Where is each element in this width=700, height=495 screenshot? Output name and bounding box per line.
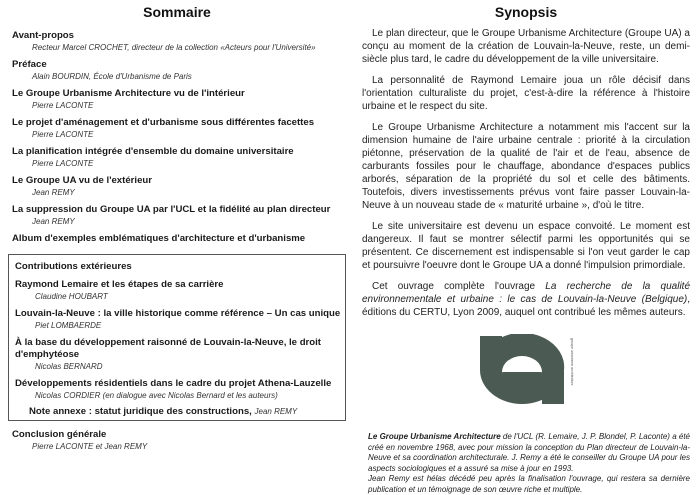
synopsis-paragraph: Le Groupe Urbanisme Architecture a notamment mis l'accent sur la dimension humaine de l'aire urbaine centrale : priorité à la circulation piétonne, préservation de la qualité de l'air et de l'eau, absence de carburants fossiles pour le chauffage, abondance d'espaces publics arborés, séparation de la propriété du sol et celle des bâtiments. Toutefois, divers investissements prévus vont faire passer Louvain-la-Neuve à un nouveau stade de « maturité urbaine », d'où le titre.	[362, 122, 690, 211]
toc-entry-title: La planification intégrée d'ensemble du domaine universitaire	[12, 146, 294, 157]
toc-entry-title: Le Groupe UA vu de l'extérieur	[12, 175, 153, 186]
toc-entry-author: Jean REMY	[32, 217, 75, 226]
toc-entry-title: Avant-propos	[12, 30, 75, 41]
toc-entry-title: Raymond Lemaire et les étapes de sa carrière	[15, 279, 224, 290]
toc-entry	[15, 376, 345, 405]
logo-caption	[368, 432, 690, 495]
note-author: Jean REMY	[254, 407, 298, 416]
text: Cet ouvrage complète l'ouvrage	[372, 281, 546, 293]
toc-entry-author: Claudine HOUBART	[35, 292, 108, 301]
toc-entry	[12, 231, 346, 249]
toc-entry	[15, 335, 345, 376]
toc-entry	[12, 115, 346, 144]
contributions-heading	[15, 259, 345, 277]
toc-entry-author: Pierre LACONTE	[32, 130, 94, 139]
toc-entry-title: Le Groupe Urbanisme Architecture vu de l'intérieur	[12, 88, 245, 99]
toc-entry-author: Alain BOURDIN, École d'Urbanisme de Paris	[32, 72, 192, 81]
synopsis-column	[362, 0, 690, 495]
toc-entry-title: La suppression du Groupe UA par l'UCL et la fidélité au plan directeur	[12, 204, 331, 215]
caption-text: de l'UCL (R. Lemaire, J. P. Blondel, P. Laconte) a été créé en novembre 1968, avec pour mission la conception du Plan directeur de Louvain-la-Neuve et sa coordination architecturale. J. Remy a été le conseiller du Groupe UA pour les aspects sociologiques et a assuré sa mise à jour en 1993.	[368, 432, 690, 473]
toc-entry	[15, 277, 345, 306]
toc-list	[8, 28, 346, 249]
ua-logo-icon	[480, 334, 580, 406]
synopsis-paragraph-last	[362, 281, 690, 320]
contributions-list	[9, 277, 345, 405]
toc-entry-title: Louvain-la-Neuve : la ville historique comme référence – Un cas unique	[15, 308, 341, 319]
toc-entry-author: Pierre LACONTE	[32, 101, 94, 110]
toc-entry-title: Le projet d'aménagement et d'urbanisme sous différentes facettes	[12, 117, 315, 128]
synopsis-title: Synopsis	[494, 4, 558, 20]
toc-entry	[12, 173, 346, 202]
synopsis-paragraph: La personnalité de Raymond Lemaire joua un rôle décisif dans l'orientation culturaliste du projet, c'est-à-dire la référence à l'histoire urbaine et le respect du site.	[362, 75, 690, 113]
toc-entry-author: Recteur Marcel CROCHET, directeur de la collection «Acteurs pour l'Université»	[32, 43, 316, 52]
toc-entry-title: Album d'exemples emblématiques d'architecture et d'urbanisme	[12, 233, 306, 244]
sommaire-title: Sommaire	[143, 4, 211, 20]
text: , éditions du CERTU, Lyon 2009, auquel ont contribué les mêmes auteurs.	[362, 294, 690, 319]
toc-entry	[12, 28, 346, 57]
toc-entry-title: Préface	[12, 59, 47, 70]
toc-entry-conclusion	[12, 427, 346, 456]
toc-entry	[12, 86, 346, 115]
book-title: La recherche de la qualité environnementale et urbaine : le cas de Louvain-la-Neuve (Belgique)	[362, 281, 690, 306]
toc-entry	[12, 202, 346, 231]
toc-entry	[15, 306, 345, 335]
svg-text:groupe urbanisme architecture: groupe urbanisme architecture	[570, 338, 574, 386]
toc-entry-author: Piet LOMBAERDE	[35, 321, 102, 330]
toc-entry-title: Conclusion générale	[12, 429, 107, 440]
toc-entry	[12, 57, 346, 86]
toc-entry-author: Pierre LACONTE	[32, 159, 94, 168]
toc-entry	[12, 144, 346, 173]
toc-entry-author: Pierre LACONTE et Jean REMY	[32, 442, 148, 451]
toc-entry-author: Nicolas CORDIER (en dialogue avec Nicolas Bernard et les auteurs)	[35, 391, 278, 400]
groupe-ua-logo	[480, 334, 580, 406]
note-annexe	[9, 405, 345, 418]
synopsis-paragraph: Le site universitaire est devenu un espace convoité. Le moment est dangereux. Il faut se montrer sélectif parmi les opportunités qui se présentent. Ce discernement est indispensable si l'on veut garder le cap et poursuivre l'oeuvre dont le Groupe UA a donné l'impulsion primordiale.	[362, 221, 690, 271]
contributions-box	[8, 254, 346, 421]
caption-bold: Le Groupe Urbanisme Architecture	[368, 432, 501, 442]
toc-entry-author: Jean REMY	[32, 188, 75, 197]
synopsis-paragraph: Le plan directeur, que le Groupe Urbanisme Architecture (Groupe UA) a conçu au moment de la création de Louvain-la-Neuve, reste, un demi-siècle plus tard, le cadre du développement de la ville universitaire.	[362, 28, 690, 65]
toc-entry-author: Nicolas BERNARD	[35, 362, 103, 371]
caption-text: Jean Remy est hélas décédé peu après la finalisation l'ouvrage, qui restera sa dernière publication et un témoignage de son œuvre riche et multiple.	[368, 474, 690, 494]
toc-entry-title: Développements résidentiels dans le cadre du projet Athena-Lauzelle	[15, 378, 332, 389]
sommaire-column	[8, 0, 346, 456]
toc-entry-title: À la base du développement raisonné de Louvain-la-Neuve, le droit d'emphytéose	[15, 337, 322, 360]
note-title: Note annexe : statut juridique des constructions,	[29, 406, 252, 417]
contributions-title: Contributions extérieures	[15, 261, 132, 272]
